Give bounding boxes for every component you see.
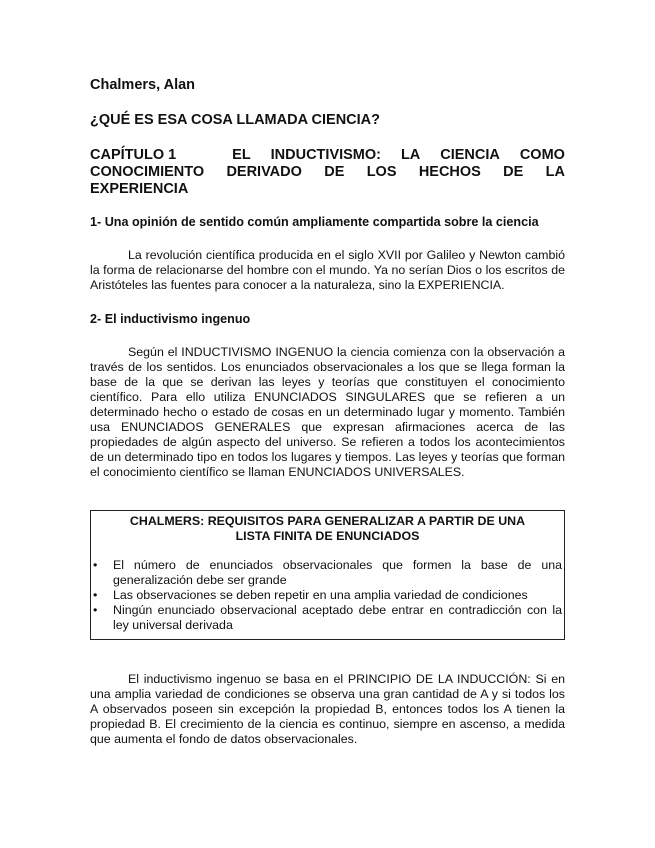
chapter-word: LA (400, 147, 421, 163)
section-paragraph: La revolución científica producida en el siglo XVII por Galileo y Newton cambió la forma de relacionarse del hombre con el mundo. Ya no serían Dios o los escritos de Aristóteles las fuentes para conocer a la naturaleza, sino la EXPERIENCIA. (90, 248, 565, 292)
section-heading: 1- Una opinión de sentido común ampliamente compartida sobre la ciencia (90, 215, 539, 229)
chapter-word: LA (545, 164, 565, 180)
bullet-icon: • (93, 588, 98, 602)
section-paragraph: Según el INDUCTIVISMO INGENUO la ciencia comienza con la observación a través de los sentidos. Los enunciados observacionales a los que se llega forman la base de la que se derivan las leyes y teorías que constituyen el conocimiento científico. Para ello utiliza ENUNCIADOS SINGULARES que se refieren a un determinado hecho o estado de cosas en un determinado lugar y momento. También usa ENUNCIADOS GENERALES que expresan afirmaciones acerca de las propiedades de algún aspecto del universo. Se refieren a todos los acontecimientos de un determinado tipo en todos los lugares y tiempos. Las leyes y teorías que forman el conocimiento científico se llaman ENUNCIADOS UNIVERSALES. (90, 345, 565, 479)
list-item-text: El número de enunciados observacionales que formen la base de una generalización debe ser grande (113, 558, 562, 587)
book-title: ¿QUÉ ES ESA COSA LLAMADA CIENCIA? (90, 112, 381, 128)
bullet-icon: • (93, 558, 98, 572)
chapter-heading-line-1 (90, 147, 565, 164)
list-item-text: Ningún enunciado observacional aceptado debe entrar en contradicción con la ley universal derivada (113, 603, 562, 632)
bullet-icon: • (93, 603, 98, 617)
chapter-word: HECHOS (418, 164, 481, 180)
requirements-box-title-line: CHALMERS: REQUISITOS PARA GENERALIZAR A PARTIR DE UNA (129, 514, 526, 528)
chapter-number: CAPÍTULO 1 (90, 147, 177, 163)
chapter-word: COMO (519, 147, 565, 163)
chapter-heading-line-3: EXPERIENCIA (90, 181, 189, 197)
list-item (91, 588, 562, 603)
chapter-word: DE (324, 164, 345, 180)
requirements-box-title (91, 514, 564, 544)
chapter-word: INDUCTIVISMO: (270, 147, 381, 163)
list-item (91, 603, 562, 633)
requirements-box-title-line: LISTA FINITA DE ENUNCIADOS (235, 529, 420, 543)
chapter-word: CIENCIA (440, 147, 500, 163)
requirements-box (90, 510, 565, 640)
chapter-word: LOS (366, 164, 397, 180)
chapter-heading-line-2 (90, 164, 565, 181)
requirements-list (91, 558, 564, 633)
section-heading: 2- El inductivismo ingenuo (90, 312, 251, 326)
chapter-word: DE (503, 164, 524, 180)
chapter-word: DERIVADO (226, 164, 302, 180)
chapter-word: CONOCIMIENTO (90, 164, 205, 180)
document-page (90, 76, 565, 765)
closing-paragraph: El inductivismo ingenuo se basa en el PRINCIPIO DE LA INDUCCIÓN: Si en una amplia variedad de condiciones se observa una gran cantidad de A y si todos los A observados poseen sin excepción la propiedad B, entonces todos los A tienen la propiedad B. El crecimiento de la ciencia es continuo, siempre en ascenso, a medida que aumenta el fondo de datos observacionales. (90, 672, 565, 746)
list-item-text: Las observaciones se deben repetir en una amplia variedad de condiciones (113, 588, 528, 602)
chapter-heading (90, 147, 565, 198)
author-name: Chalmers, Alan (90, 77, 196, 93)
chapter-word: EL (232, 147, 251, 163)
list-item (91, 558, 562, 588)
